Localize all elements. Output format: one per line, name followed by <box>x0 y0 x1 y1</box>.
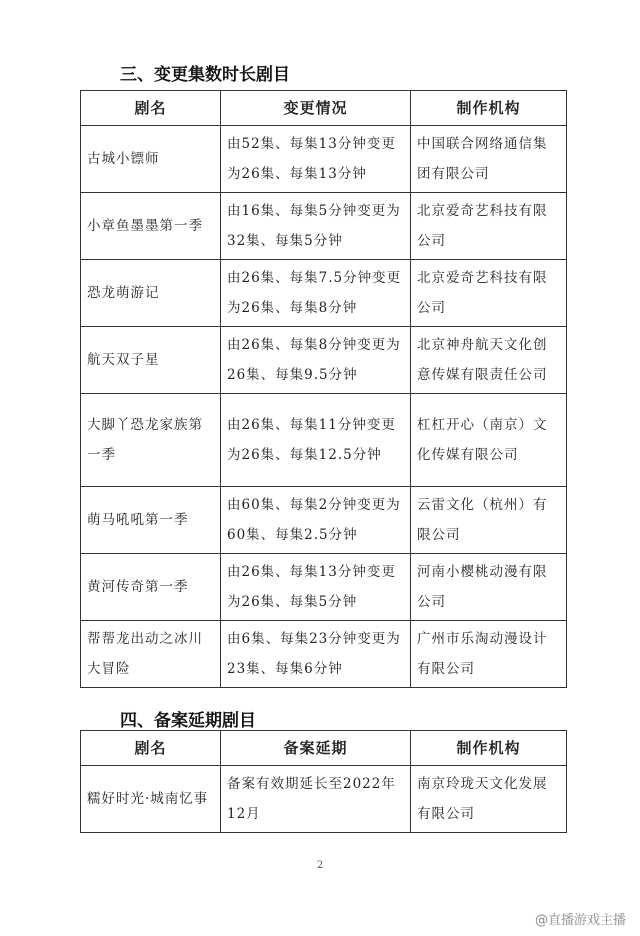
filing-extension-table <box>80 730 567 833</box>
table-row <box>81 327 567 394</box>
table-row <box>81 126 567 193</box>
cell-organization: 广州市乐淘动漫设计有限公司 <box>411 621 567 688</box>
cell-title: 恐龙萌游记 <box>81 260 221 327</box>
header-title: 剧名 <box>81 731 221 766</box>
header-organization: 制作机构 <box>411 91 567 126</box>
table-header-row <box>81 91 567 126</box>
watermark: @直播游戏主播 <box>534 913 626 928</box>
section-3-title: 三、变更集数时长剧目 <box>120 65 290 85</box>
cell-organization: 南京玲珑天文化发展有限公司 <box>411 766 567 833</box>
table-row <box>81 260 567 327</box>
cell-organization: 北京爱奇艺科技有限公司 <box>411 260 567 327</box>
cell-title: 糯好时光·城南忆事 <box>81 766 221 833</box>
table-row <box>81 193 567 260</box>
cell-title: 大脚丫恐龙家族第一季 <box>81 394 221 487</box>
cell-change: 由26集、每集8分钟变更为26集、每集9.5分钟 <box>221 327 411 394</box>
cell-title: 黄河传奇第一季 <box>81 554 221 621</box>
cell-title: 萌马吼吼第一季 <box>81 487 221 554</box>
cell-title: 古城小镖师 <box>81 126 221 193</box>
header-change: 变更情况 <box>221 91 411 126</box>
cell-extension: 备案有效期延长至2022年12月 <box>221 766 411 833</box>
page-number: 2 <box>316 860 324 871</box>
changed-episodes-table <box>80 90 567 688</box>
table-row <box>81 487 567 554</box>
cell-organization: 北京爱奇艺科技有限公司 <box>411 193 567 260</box>
cell-organization: 北京神舟航天文化创意传媒有限责任公司 <box>411 327 567 394</box>
cell-organization: 云雷文化（杭州）有限公司 <box>411 487 567 554</box>
header-extension: 备案延期 <box>221 731 411 766</box>
cell-organization: 河南小樱桃动漫有限公司 <box>411 554 567 621</box>
table-row <box>81 621 567 688</box>
table-header-row <box>81 731 567 766</box>
cell-change: 由6集、每集23分钟变更为23集、每集6分钟 <box>221 621 411 688</box>
cell-title: 航天双子星 <box>81 327 221 394</box>
table-row <box>81 394 567 487</box>
cell-change: 由16集、每集5分钟变更为32集、每集5分钟 <box>221 193 411 260</box>
cell-change: 由60集、每集2分钟变更为60集、每集2.5分钟 <box>221 487 411 554</box>
cell-title: 小章鱼墨墨第一季 <box>81 193 221 260</box>
cell-change: 由26集、每集13分钟变更为26集、每集5分钟 <box>221 554 411 621</box>
cell-change: 由52集、每集13分钟变更为26集、每集13分钟 <box>221 126 411 193</box>
section-4-title: 四、备案延期剧目 <box>120 711 256 731</box>
cell-organization: 杠杠开心（南京）文化传媒有限公司 <box>411 394 567 487</box>
cell-change: 由26集、每集7.5分钟变更为26集、每集8分钟 <box>221 260 411 327</box>
header-organization: 制作机构 <box>411 731 567 766</box>
cell-title: 帮帮龙出动之冰川大冒险 <box>81 621 221 688</box>
cell-change: 由26集、每集11分钟变更为26集、每集12.5分钟 <box>221 394 411 487</box>
header-title: 剧名 <box>81 91 221 126</box>
table-row <box>81 554 567 621</box>
cell-organization: 中国联合网络通信集团有限公司 <box>411 126 567 193</box>
table-row <box>81 766 567 833</box>
